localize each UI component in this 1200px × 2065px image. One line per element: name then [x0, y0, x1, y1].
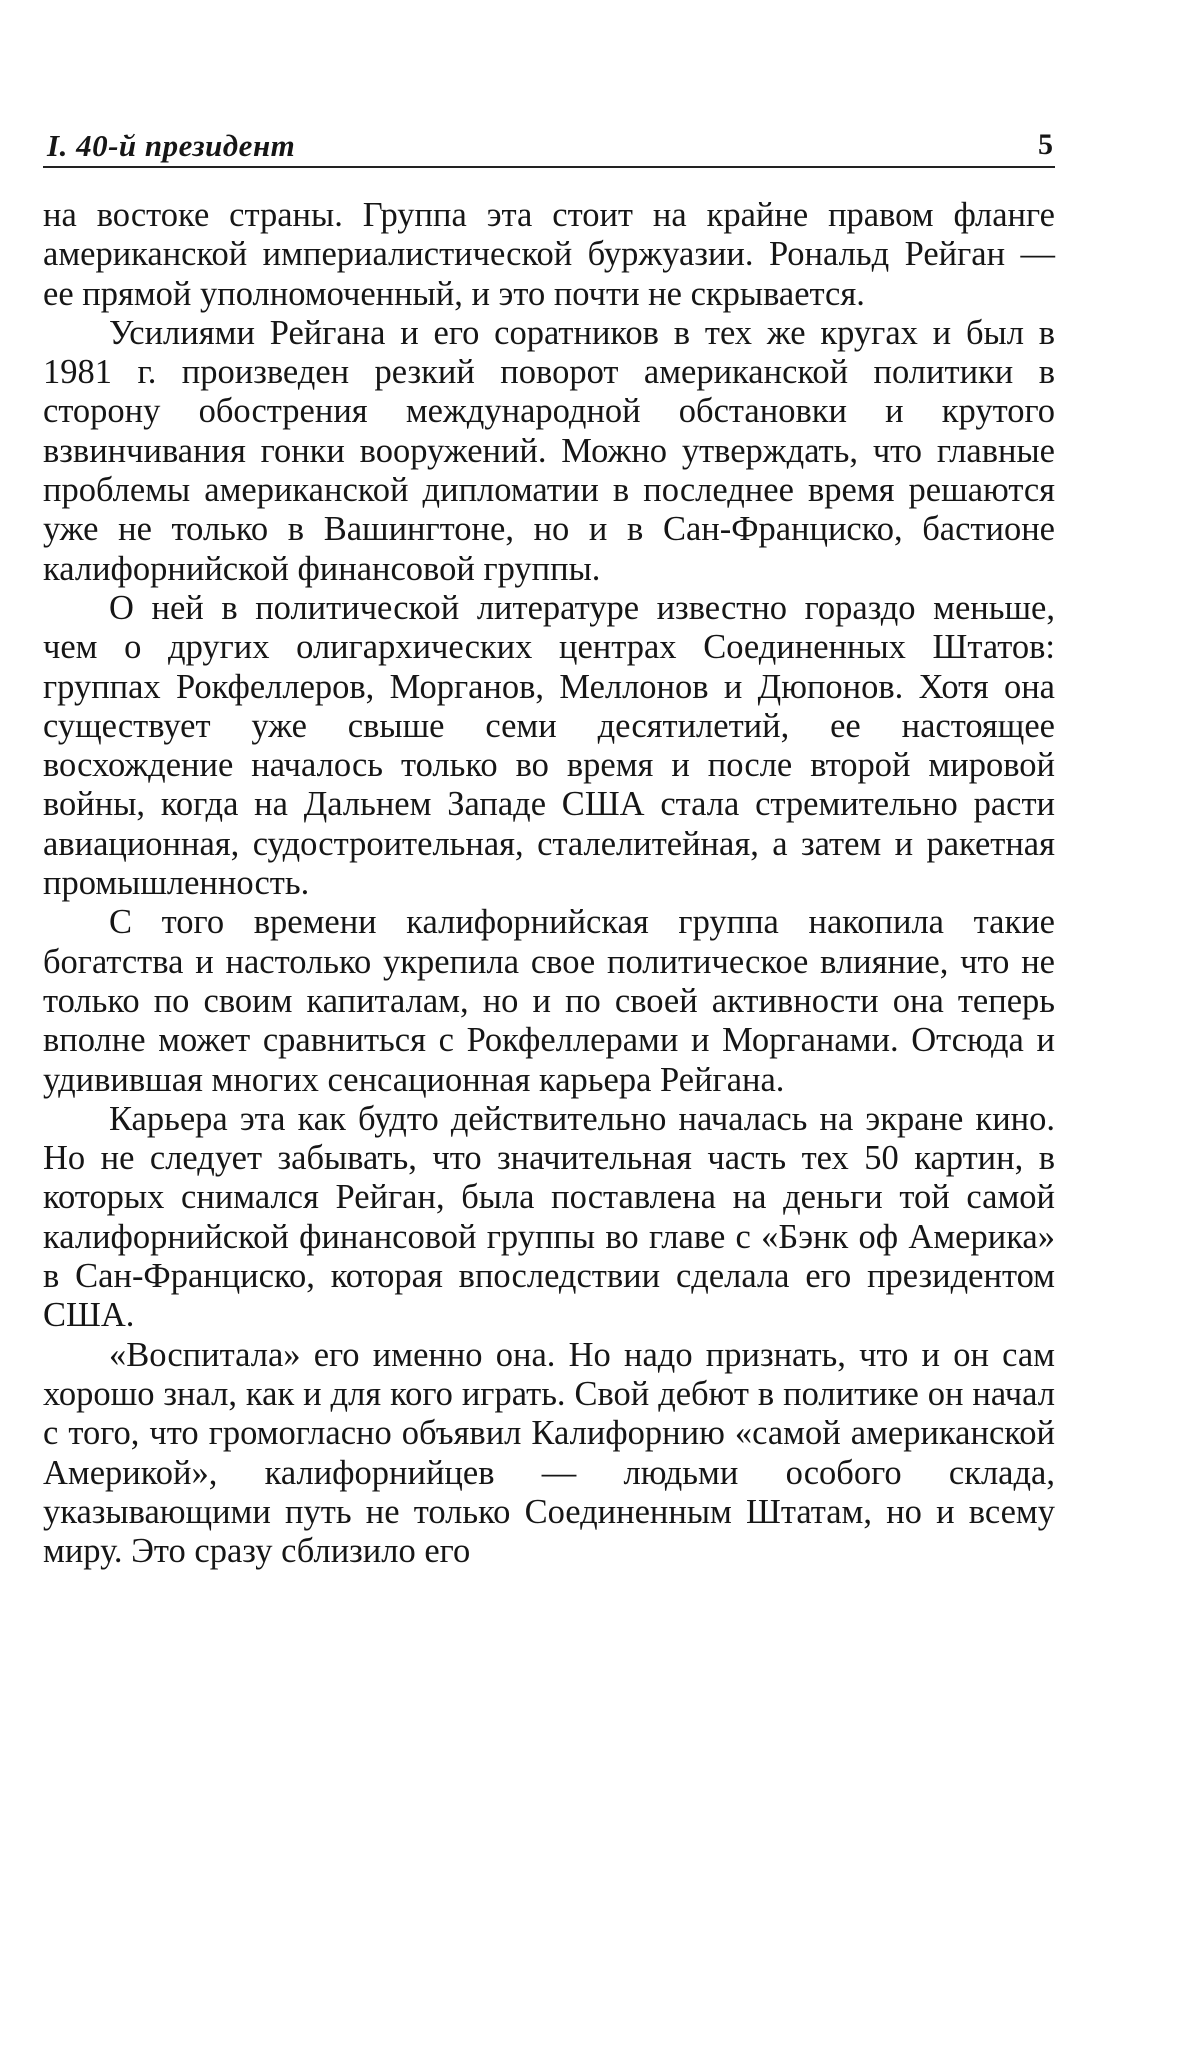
- book-page: [43, 118, 1055, 1571]
- paragraph-1: на востоке страны. Группа эта стоит на крайне правом фланге американской империалистической буржуазии. Рональд Рейган — ее прямой уполномоченный, и это почти не скрывается.: [43, 196, 1055, 313]
- running-title: I. 40-й президент: [47, 128, 296, 163]
- paragraph-3: О ней в политической литературе известно гораздо меньше, чем о других олигархических центрах Соединенных Штатов: группах Рокфеллеров, Морганов, Меллонов и Дюпонов. Хотя она существует уже свыше семи десятилетий, ее настоящее восхождение началось только во время и после второй мировой войны, когда на Дальнем Западе США стала стремительно расти авиационная, судостроительная, сталелитейная, а затем и ракетная промышленность.: [43, 588, 1055, 903]
- paragraph-5: Карьера эта как будто действительно началась на экране кино. Но не следует забывать, что значительная часть тех 50 картин, в которых снимался Рейган, была поставлена на деньги той самой калифорнийской финансовой группы во главе с «Бэнк оф Америка» в Сан-Франциско, которая впоследствии сделала его президентом США.: [43, 1099, 1055, 1335]
- paragraph-4: С того времени калифорнийская группа накопила такие богатства и настолько укрепила свое политическое влияние, что не только по своим капиталам, но и по своей активности она теперь вполне может сравниться с Рокфеллерами и Морганами. Отсюда и удивившая многих сенсационная карьера Рейгана.: [43, 903, 1055, 1099]
- body-text: [43, 196, 1055, 1571]
- paragraph-2: Усилиями Рейгана и его соратников в тех же кругах и был в 1981 г. произведен резкий поворот американской политики в сторону обострения международной обстановки и крутого взвинчивания гонки вооружений. Можно утверждать, что главные проблемы американской дипломатии в последнее время решаются уже не только в Вашингтоне, но и в Сан-Франциско, бастионе калифорнийской финансовой группы.: [43, 313, 1055, 588]
- paragraph-6: «Воспитала» его именно она. Но надо признать, что и он сам хорошо знал, как и для кого играть. Свой дебют в политике он начал с того, что громогласно объявил Калифорнию «самой американской Америкой», калифорнийцев — людьми особого склада, указывающими путь не только Соединенным Штатам, но и всему миру. Это сразу сблизило его: [43, 1335, 1055, 1571]
- running-head: [43, 118, 1055, 168]
- page-number: 5: [1038, 128, 1053, 161]
